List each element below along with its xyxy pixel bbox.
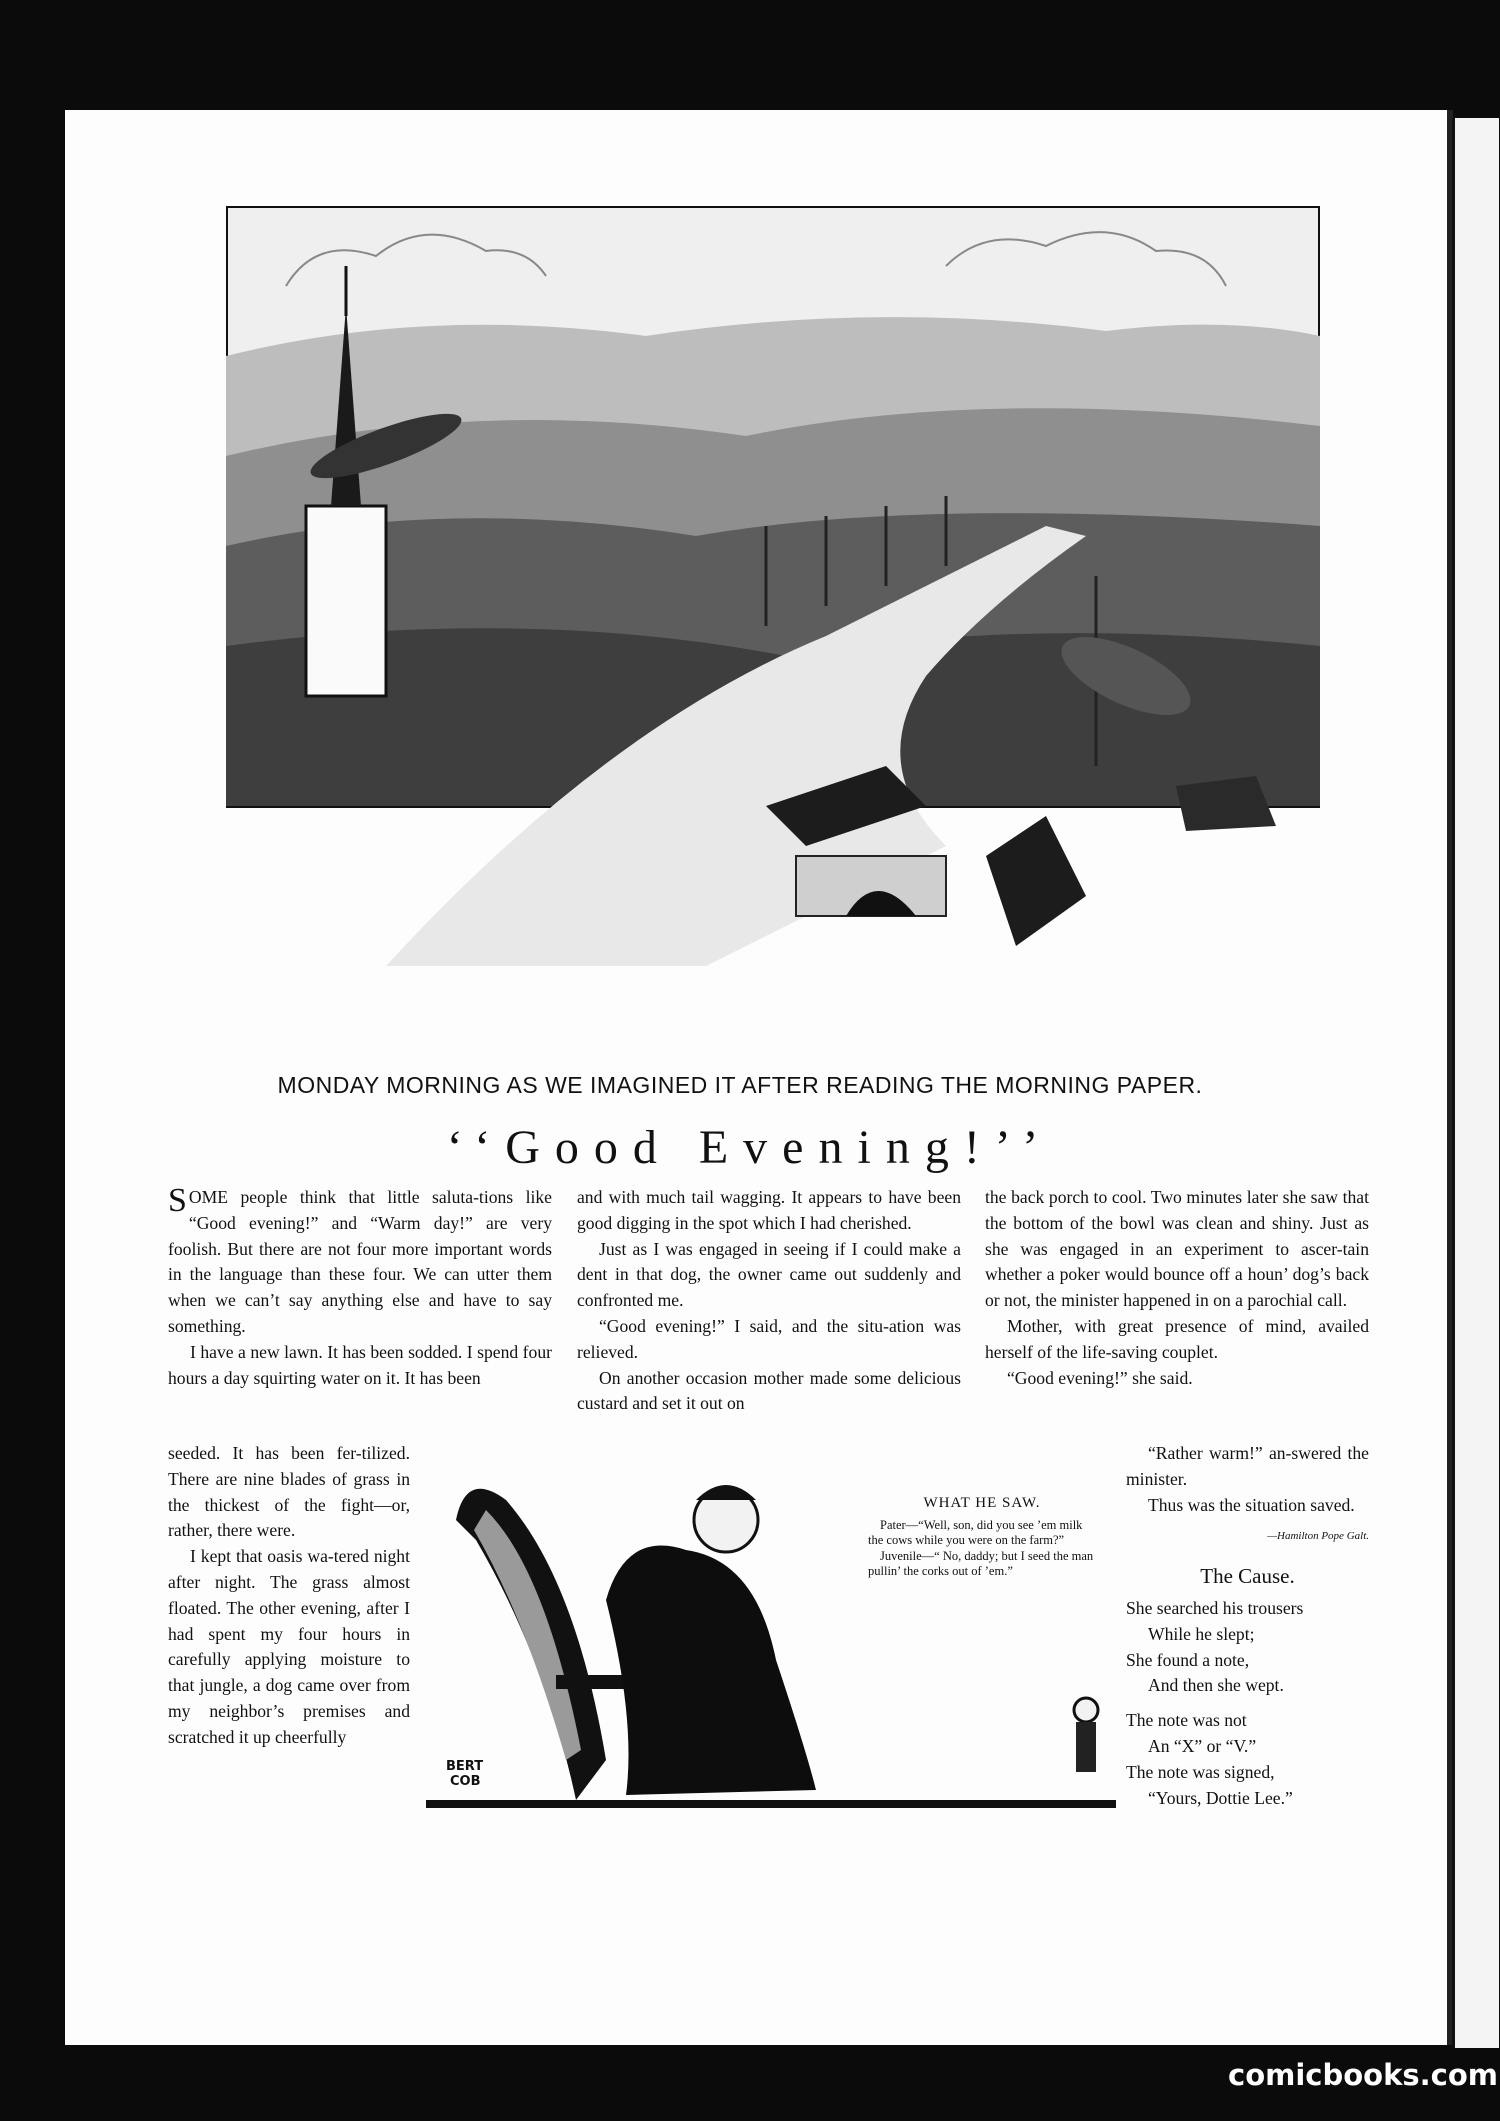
article-column-2 [577,1185,961,1417]
cartoon-caption [868,1496,1096,1580]
poem-line: While he slept; [1148,1623,1255,1644]
poem-line: The note was not [1126,1710,1247,1731]
svg-text:COB: COB [450,1774,481,1789]
poem-line: The note was signed, [1126,1761,1275,1782]
paragraph: seeded. It has been fer-tilized. There are nine blades of grass in the thickest of the fight—or, rather, there were. [168,1443,410,1541]
poem-line: She found a note, [1126,1649,1250,1670]
article-column-1-continued [168,1441,410,1751]
paragraph: I have a new lawn. It has been sodded. I spend four hours a day squirting water on it. It has been [168,1341,552,1388]
poem-line: She searched his trousers [1126,1597,1304,1618]
author-signature: —Hamilton Pope Galt. [1267,1530,1369,1543]
article-column-3-continued [1126,1441,1369,1811]
cartoon-caption-title: WHAT HE SAW. [923,1495,1041,1511]
paragraph: Just as I was engaged in seeing if I could make a dent in that dog, the owner came out suddenly and confronted me. [577,1238,961,1311]
paragraph: On another occasion mother made some delicious custard and set it out on [577,1367,961,1414]
paragraph: OME people think that little saluta-tions like “Good evening!” and “Warm day!” are very foolish. But there are not four more important words in the language than these four. We can utter them when we can’t say anything else and have to say something. [168,1187,552,1336]
cartoon-dialogue-line: Juvenile—“ No, daddy; but I seed the man pullin’ the corks out of ’em.” [868,1548,1094,1578]
poem-line: “Yours, Dottie Lee.” [1148,1787,1293,1808]
paragraph: and with much tail wagging. It appears to have been good digging in the spot which I had cherished. [577,1187,961,1233]
poem-title: The Cause. [1200,1564,1295,1589]
illustration-wrecked-countryside [226,206,1320,1026]
paragraph: Mother, with great presence of mind, availed herself of the life-saving couplet. [985,1315,1369,1362]
watermark: comicbooks.com [1228,2058,1498,2092]
cartoon-dialogue-line: Pater—“Well, son, did you see ’em milk the cows while you were on the farm?” [868,1517,1083,1547]
poem [1126,1596,1369,1811]
poem-line: And then she wept. [1148,1675,1284,1696]
svg-text:BERT: BERT [446,1759,484,1774]
drop-cap: S [168,1182,187,1219]
paragraph: Thus was the situation saved. [1148,1494,1355,1515]
article-column-1 [168,1182,552,1391]
illustration-caption: MONDAY MORNING AS WE IMAGINED IT AFTER READING THE MORNING PAPER. [277,1072,1203,1098]
paragraph: “Good evening!” I said, and the situ-ation was relieved. [577,1315,961,1362]
paragraph: the back porch to cool. Two minutes later she saw that the bottom of the bowl was clean and shiny. Just as she was engaged in an experiment to ascer-tain whether a poker would bounce off a houn’ dog’s back or not, the minister happened in on a parochial call. [985,1187,1369,1311]
paragraph: “Good evening!” she said. [1007,1367,1193,1388]
article-title: ‘‘Good Evening!’’ [446,1121,1054,1174]
poem-line: An “X” or “V.” [1148,1735,1257,1756]
article-column-3 [985,1185,1369,1391]
paragraph: “Rather warm!” an-swered the minister. [1126,1443,1369,1489]
adjacent-page-edge [1452,118,1499,2048]
paragraph: I kept that oasis wa-tered night after night. The grass almost floated. The other evening, after I had spent my four hours in carefully applying moisture to that jungle, a dog came over from my neighbor’s premises and scratched it up cheerfully [168,1546,410,1747]
